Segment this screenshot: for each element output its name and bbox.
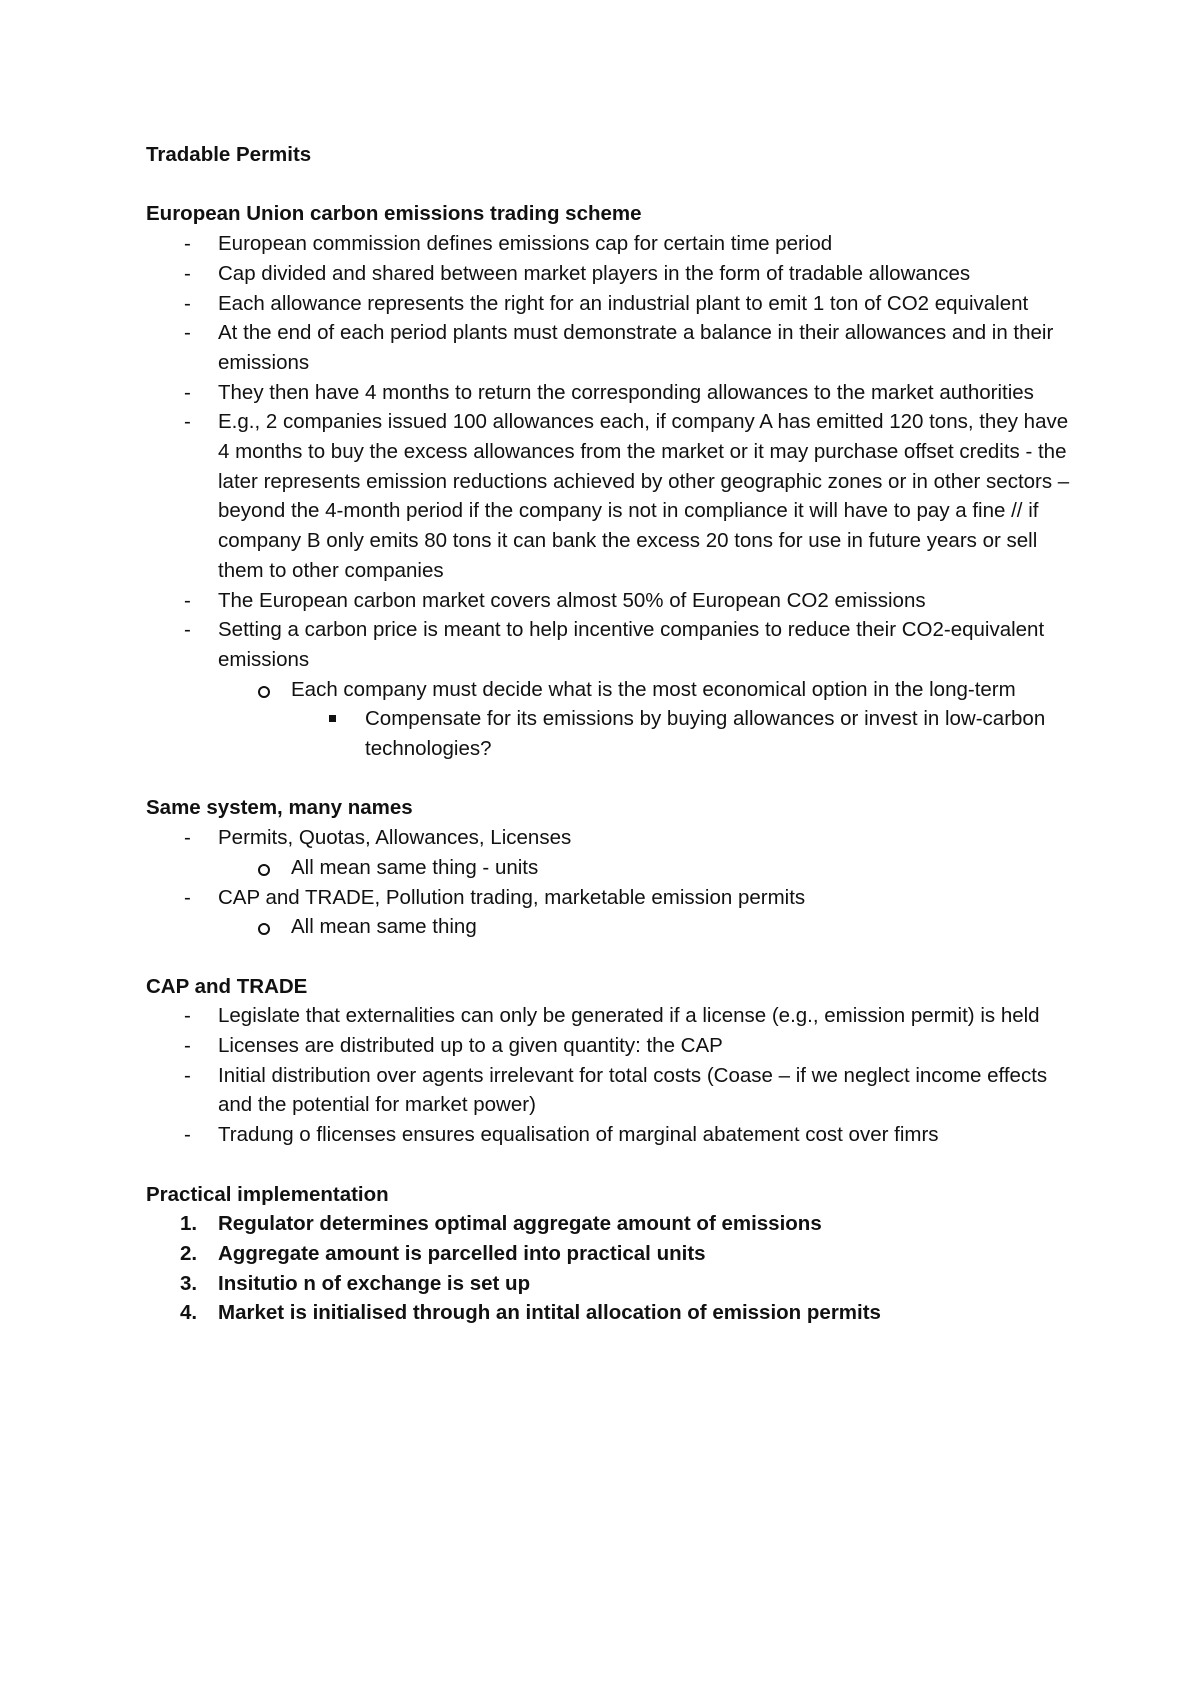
dash-bullet: -: [184, 1123, 191, 1147]
list-item: - Licenses are distributed up to a given quantity: the CAP: [146, 1031, 1076, 1061]
circle-bullet-icon: [258, 923, 270, 935]
dash-bullet: -: [184, 1063, 191, 1087]
dash-bullet: -: [184, 885, 191, 909]
section-heading-cap-and-trade: CAP and TRADE: [146, 974, 308, 998]
list-item: - The European carbon market covers almost 50% of European CO2 emissions: [146, 586, 1076, 616]
sub-sub-list-item: Compensate for its emissions by buying allowances or invest in low-carbon technologies?: [146, 704, 1076, 763]
dash-bullet: -: [184, 588, 191, 612]
item-number: 2.: [180, 1241, 198, 1265]
list-item: - Setting a carbon price is meant to help incentive companies to reduce their CO2-equivalent emissions: [146, 615, 1076, 674]
item-number: 3.: [180, 1271, 198, 1295]
list-item: - Cap divided and shared between market players in the form of tradable allowances: [146, 259, 1076, 289]
dash-bullet: -: [184, 232, 191, 256]
section-heading-practical-implementation: Practical implementation: [146, 1182, 389, 1206]
section-heading-same-system: Same system, many names: [146, 796, 413, 820]
list-item: - Permits, Quotas, Allowances, Licenses: [146, 823, 1076, 853]
list-item: - Tradung o flicenses ensures equalisation of marginal abatement cost over fimrs: [146, 1120, 1076, 1150]
numbered-item: 2. Aggregate amount is parcelled into practical units: [146, 1239, 1076, 1269]
list-item: - At the end of each period plants must demonstrate a balance in their allowances and in their emissions: [146, 318, 1076, 377]
circle-bullet-icon: [258, 864, 270, 876]
dash-bullet: -: [184, 261, 191, 285]
dash-bullet: -: [184, 291, 191, 315]
dash-bullet: -: [184, 380, 191, 404]
square-bullet-icon: [329, 715, 336, 722]
item-number: 4.: [180, 1301, 198, 1325]
numbered-item: 1. Regulator determines optimal aggregate amount of emissions: [146, 1209, 1076, 1239]
list-item: - CAP and TRADE, Pollution trading, marketable emission permits: [146, 883, 1076, 913]
list-item: - Initial distribution over agents irrelevant for total costs (Coase – if we neglect income effects and the potential for market power): [146, 1061, 1076, 1120]
cap-and-trade-list: [146, 1001, 1076, 1150]
list-item: - They then have 4 months to return the corresponding allowances to the market authorities: [146, 378, 1076, 408]
list-item: - Legislate that externalities can only be generated if a license (e.g., emission permit) is held: [146, 1001, 1076, 1031]
list-item: - European commission defines emissions cap for certain time period: [146, 229, 1076, 259]
sub-list-item: Each company must decide what is the most economical option in the long-term: [146, 675, 1076, 705]
sub-list-item: All mean same thing: [146, 912, 1076, 942]
numbered-item: 3. Insitutio n of exchange is set up: [146, 1269, 1076, 1299]
list-item: - E.g., 2 companies issued 100 allowances each, if company A has emitted 120 tons, they have 4 months to buy the excess allowances from the market or it may purchase offset credits - the later represents emission reductions achieved by other geographic zones or in other sectors – beyond the 4-month period if the company is not in compliance it will have to pay a fine // if company B only emits 80 tons it can bank the excess 20 tons for use in future years or sell them to other companies: [146, 407, 1076, 585]
dash-bullet: -: [184, 410, 191, 434]
dash-bullet: -: [184, 321, 191, 345]
dash-bullet: -: [184, 618, 191, 642]
dash-bullet: -: [184, 1004, 191, 1028]
same-system-list: [146, 823, 1076, 942]
eu-ets-list: [146, 229, 1076, 764]
document-page: [146, 140, 1076, 1328]
sub-list-item: All mean same thing - units: [146, 853, 1076, 883]
document-title: Tradable Permits: [146, 143, 312, 166]
section-heading-eu-ets: European Union carbon emissions trading scheme: [146, 202, 642, 226]
numbered-item: 4. Market is initialised through an intital allocation of emission permits: [146, 1298, 1076, 1328]
list-item: - Each allowance represents the right for an industrial plant to emit 1 ton of CO2 equivalent: [146, 289, 1076, 319]
circle-bullet-icon: [258, 686, 270, 698]
practical-implementation-list: [146, 1209, 1076, 1328]
dash-bullet: -: [184, 1034, 191, 1058]
item-number: 1.: [180, 1212, 198, 1236]
dash-bullet: -: [184, 826, 191, 850]
